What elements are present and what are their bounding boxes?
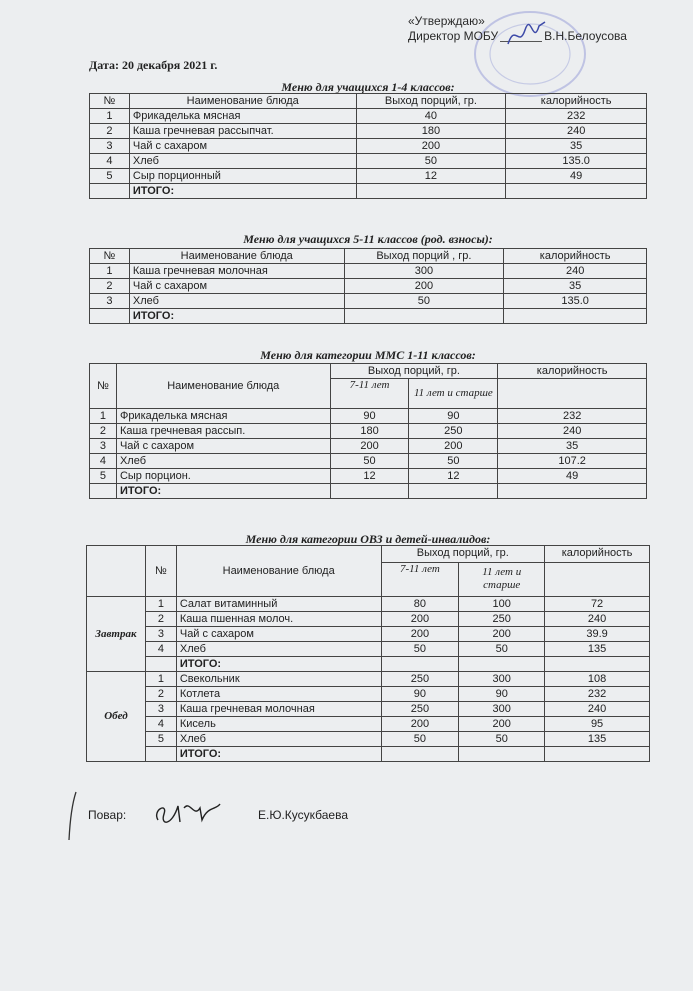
dish-name: Кисель [176, 717, 381, 732]
calories-value: 35 [504, 279, 647, 294]
output-value: 200 [344, 279, 504, 294]
director-signature-icon [505, 18, 550, 50]
row-num: 5 [90, 169, 130, 184]
margin-mark-icon [66, 790, 80, 842]
table3-title: Меню для категории ММС 1-11 классов: [260, 348, 476, 362]
section-label-breakfast: Завтрак [87, 597, 146, 672]
output-11-plus: 100 [459, 597, 545, 612]
dish-name: Чай с сахаром [129, 139, 356, 154]
table-row [87, 642, 650, 657]
header-age-11-plus: 11 лет и старше [409, 379, 498, 409]
table-row [87, 687, 650, 702]
output-7-11: 250 [381, 702, 459, 717]
table-row [87, 717, 650, 732]
row-num: 1 [145, 672, 176, 687]
output-11-plus: 50 [459, 732, 545, 747]
table-row [90, 454, 647, 469]
menu-table-mms [89, 363, 647, 499]
row-num: 4 [90, 154, 130, 169]
calories-value: 108 [545, 672, 650, 687]
header-dish: Наименование блюда [176, 546, 381, 597]
row-num: 3 [145, 702, 176, 717]
header-output: Выход порций , гр. [344, 249, 504, 264]
dish-name: Чай с сахаром [116, 439, 330, 454]
table-row [87, 732, 650, 747]
calories-value: 72 [545, 597, 650, 612]
row-num: 3 [90, 139, 130, 154]
calories-value: 107.2 [498, 454, 647, 469]
dish-name: Каша гречневая рассып. [116, 424, 330, 439]
calories-value: 135 [545, 642, 650, 657]
header-calories: калорийность [498, 364, 647, 379]
table-row [90, 264, 647, 279]
table-row [87, 702, 650, 717]
dish-name: Чай с сахаром [176, 627, 381, 642]
calories-value: 35 [498, 439, 647, 454]
header-dish: Наименование блюда [129, 249, 344, 264]
header-num: № [90, 94, 130, 109]
header-age-7-11: 7-11 лет [381, 562, 459, 596]
row-num: 4 [90, 454, 117, 469]
table-row [90, 469, 647, 484]
calories-value: 232 [498, 409, 647, 424]
calories-value: 35 [506, 139, 647, 154]
output-value: 300 [344, 264, 504, 279]
table-row [87, 597, 650, 612]
table-header-row [90, 249, 647, 264]
dish-name: Хлеб [129, 154, 356, 169]
total-label: ИТОГО: [176, 747, 381, 762]
output-11-plus: 300 [459, 702, 545, 717]
header-output: Выход порций, гр. [356, 94, 506, 109]
header-num: № [90, 364, 117, 409]
table-row [90, 139, 647, 154]
dish-name: Сыр порционный [129, 169, 356, 184]
calories-value: 240 [545, 612, 650, 627]
output-7-11: 200 [381, 717, 459, 732]
table-row [90, 169, 647, 184]
output-11-plus: 12 [409, 469, 498, 484]
header-calories: калорийность [545, 546, 650, 563]
output-11-plus: 250 [459, 612, 545, 627]
calories-value: 240 [498, 424, 647, 439]
section-label-lunch: Обед [87, 672, 146, 762]
output-11-plus: 200 [459, 627, 545, 642]
header-dish: Наименование блюда [116, 364, 330, 409]
total-row [90, 184, 647, 199]
total-label: ИТОГО: [129, 184, 356, 199]
total-row [87, 747, 650, 762]
row-num: 2 [90, 124, 130, 139]
dish-name: Хлеб [176, 732, 381, 747]
output-11-plus: 50 [459, 642, 545, 657]
dish-name: Каша гречневая молочная [129, 264, 344, 279]
menu-table-1-4 [89, 93, 647, 199]
table-row [87, 672, 650, 687]
calories-value: 240 [545, 702, 650, 717]
document-date: Дата: 20 декабря 2021 г. [89, 58, 218, 72]
table-row [90, 424, 647, 439]
approval-position: Директор МОБУ [408, 29, 499, 43]
table-row [90, 294, 647, 309]
calories-value: 232 [506, 109, 647, 124]
calories-value: 49 [498, 469, 647, 484]
total-label: ИТОГО: [116, 484, 330, 499]
header-num: № [145, 546, 176, 597]
dish-name: Фрикаделька мясная [116, 409, 330, 424]
total-row [87, 657, 650, 672]
table1-title: Меню для учащихся 1-4 классов: [281, 80, 455, 94]
output-7-11: 50 [381, 642, 459, 657]
dish-name: Фрикаделька мясная [129, 109, 356, 124]
table-row [90, 109, 647, 124]
dish-name: Чай с сахаром [129, 279, 344, 294]
header-age-7-11: 7-11 лет [330, 379, 409, 409]
row-num: 4 [145, 642, 176, 657]
header-age-11-plus: 11 лет и старше [459, 562, 545, 596]
output-7-11: 50 [381, 732, 459, 747]
header-output: Выход порций, гр. [381, 546, 545, 563]
output-7-11: 90 [381, 687, 459, 702]
row-num: 3 [145, 627, 176, 642]
row-num: 2 [90, 424, 117, 439]
output-value: 40 [356, 109, 506, 124]
output-value: 50 [344, 294, 504, 309]
calories-value: 240 [504, 264, 647, 279]
row-num: 5 [90, 469, 117, 484]
cook-signature-icon [150, 796, 225, 830]
output-11-plus: 200 [459, 717, 545, 732]
dish-name: Каша гречневая молочная [176, 702, 381, 717]
output-7-11: 12 [330, 469, 409, 484]
row-num: 2 [145, 612, 176, 627]
row-num: 1 [90, 109, 130, 124]
header-calories: калорийность [504, 249, 647, 264]
dish-name: Хлеб [116, 454, 330, 469]
output-11-plus: 300 [459, 672, 545, 687]
dish-name: Салат витаминный [176, 597, 381, 612]
output-value: 50 [356, 154, 506, 169]
row-num: 3 [90, 439, 117, 454]
table-header-row [90, 94, 647, 109]
table-row [90, 439, 647, 454]
header-calories: калорийность [506, 94, 647, 109]
table4-title: Меню для категории ОВЗ и детей-инвалидов: [245, 532, 491, 546]
total-label: ИТОГО: [176, 657, 381, 672]
dish-name: Хлеб [176, 642, 381, 657]
table-row [87, 612, 650, 627]
cook-label: Повар: [88, 808, 127, 822]
dish-name: Хлеб [129, 294, 344, 309]
output-7-11: 50 [330, 454, 409, 469]
header-num: № [90, 249, 130, 264]
dish-name: Котлета [176, 687, 381, 702]
table-row [90, 124, 647, 139]
output-7-11: 200 [330, 439, 409, 454]
calories-value: 95 [545, 717, 650, 732]
output-7-11: 250 [381, 672, 459, 687]
dish-name: Каша гречневая рассыпчат. [129, 124, 356, 139]
output-11-plus: 200 [409, 439, 498, 454]
total-label: ИТОГО: [129, 309, 344, 324]
output-value: 200 [356, 139, 506, 154]
table-row [90, 409, 647, 424]
calories-value: 135.0 [504, 294, 647, 309]
row-num: 4 [145, 717, 176, 732]
menu-table-ovz [86, 545, 650, 762]
output-11-plus: 50 [409, 454, 498, 469]
dish-name: Сыр порцион. [116, 469, 330, 484]
output-11-plus: 90 [459, 687, 545, 702]
output-7-11: 90 [330, 409, 409, 424]
output-value: 180 [356, 124, 506, 139]
calories-value: 135 [545, 732, 650, 747]
row-num: 2 [145, 687, 176, 702]
approval-title: «Утверждаю» [408, 14, 485, 28]
row-num: 1 [90, 264, 130, 279]
approval-name: В.Н.Белоусова [544, 29, 627, 43]
row-num: 1 [90, 409, 117, 424]
cook-name: Е.Ю.Кусукбаева [258, 808, 349, 822]
table-row [90, 279, 647, 294]
header-dish: Наименование блюда [129, 94, 356, 109]
output-11-plus: 90 [409, 409, 498, 424]
row-num: 3 [90, 294, 130, 309]
calories-value: 232 [545, 687, 650, 702]
table-row [90, 154, 647, 169]
dish-name: Свекольник [176, 672, 381, 687]
total-row [90, 484, 647, 499]
calories-value: 240 [506, 124, 647, 139]
header-output: Выход порций, гр. [330, 364, 498, 379]
output-7-11: 200 [381, 627, 459, 642]
row-num: 1 [145, 597, 176, 612]
output-value: 12 [356, 169, 506, 184]
calories-value: 135.0 [506, 154, 647, 169]
menu-table-5-11 [89, 248, 647, 324]
row-num: 2 [90, 279, 130, 294]
output-7-11: 200 [381, 612, 459, 627]
output-7-11: 180 [330, 424, 409, 439]
table-row [87, 627, 650, 642]
row-num: 5 [145, 732, 176, 747]
table2-title: Меню для учащихся 5-11 классов (род. взносы): [243, 232, 493, 246]
output-7-11: 80 [381, 597, 459, 612]
dish-name: Каша пшенная молоч. [176, 612, 381, 627]
calories-value: 49 [506, 169, 647, 184]
calories-value: 39.9 [545, 627, 650, 642]
output-11-plus: 250 [409, 424, 498, 439]
total-row [90, 309, 647, 324]
